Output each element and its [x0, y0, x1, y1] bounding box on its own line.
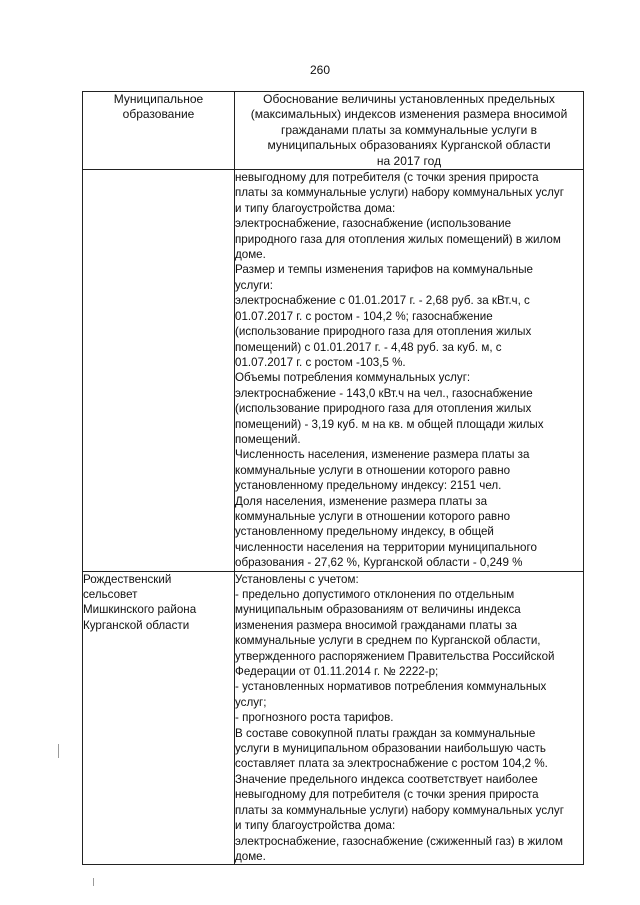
- row2-justification-cell: [235, 571, 584, 865]
- text-line: численности населения на территории муниципального: [235, 540, 537, 554]
- text-line: доме.: [235, 248, 266, 262]
- text-line: невыгодному для потребителя (с точки зрения прироста: [235, 788, 539, 802]
- text-line: Размер и темпы изменения тарифов на коммунальные: [235, 263, 533, 277]
- scan-mark: [93, 878, 94, 886]
- text-line: услуги:: [235, 278, 273, 292]
- page-number: 260: [309, 63, 331, 77]
- row1-municipality-cell: [83, 170, 235, 572]
- text-line: муниципальным образованиям от величины индекса: [235, 603, 521, 617]
- text-line: природного газа для отопления жилых помещений) в жилом: [235, 232, 561, 246]
- text-line: изменения размера вносимой гражданами платы за: [235, 618, 517, 632]
- text-line: услуги в муниципальном образовании наибольшую часть: [235, 742, 546, 756]
- scan-mark: [58, 744, 59, 758]
- header-municipality-label: Муниципальное образование: [113, 92, 204, 122]
- text-line: установленному предельному индексу, в общей: [235, 525, 494, 539]
- text-line: В составе совокупной платы граждан за коммунальные: [235, 726, 536, 740]
- text-line: - установленных нормативов потребления коммунальных: [235, 680, 547, 694]
- text-line: электроснабжение, газоснабжение (сжиженный газ) в жилом: [235, 834, 563, 848]
- text-line: коммунальные услуги в среднем по Курганской области,: [235, 634, 541, 648]
- text-line: услуг;: [235, 695, 267, 709]
- text-line: Численность населения, изменение размера платы за: [235, 448, 530, 462]
- text-line: платы за коммунальные услуги) набору коммунальных услуг: [235, 186, 564, 200]
- header-municipality: [83, 92, 235, 170]
- text-line: Доля населения, изменение размера платы за: [235, 494, 488, 508]
- text-line: - прогнозного роста тарифов.: [235, 711, 394, 725]
- municipality-line: сельсовет: [83, 588, 138, 601]
- text-line: составляет плата за электроснабжение с ростом 104,2 %.: [235, 757, 548, 771]
- text-line: коммунальные услуги в отношении которого равно: [235, 509, 511, 523]
- text-line: доме.: [235, 849, 266, 863]
- text-line: 01.07.2017 г. с ростом - 104,2 %; газоснабжение: [235, 309, 493, 323]
- text-line: помещений) с 01.01.2017 г. - 4,48 руб. за куб. м, с: [235, 340, 502, 354]
- text-line: помещений) - 3,19 куб. м на кв. м общей площади жилых: [235, 417, 544, 431]
- text-line: 01.07.2017 г. с ростом -103,5 %.: [235, 355, 406, 369]
- municipality-line: Рождественский: [83, 572, 172, 586]
- text-line: Значение предельного индекса соответствует наиболее: [235, 772, 538, 786]
- text-line: образования - 27,62 %, Курганской области - 0,249 %: [235, 556, 523, 570]
- text-line: электроснабжение, газоснабжение (использование: [235, 217, 512, 231]
- text-line: утвержденного распоряжением Правительства Российской: [235, 649, 555, 663]
- header-line: муниципальных образованиях Курганской области: [267, 138, 551, 153]
- text-line: и типу благоустройства дома:: [235, 201, 396, 215]
- municipality-line: Курганской области: [83, 618, 190, 632]
- text-line: Объемы потребления коммунальных услуг:: [235, 371, 471, 385]
- header-line: гражданами платы за коммунальные услуги в: [280, 122, 538, 137]
- table-row: [83, 571, 584, 865]
- text-line: и типу благоустройства дома:: [235, 819, 396, 833]
- tariff-justification-table: [82, 91, 584, 865]
- municipality-line: Мишкинского района: [83, 603, 197, 617]
- row2-municipality-cell: [83, 571, 235, 865]
- text-line: помещений.: [235, 432, 301, 446]
- text-line: Установлены с учетом:: [235, 572, 359, 586]
- header-line: (максимальных) индексов изменения размера вносимой: [250, 107, 568, 122]
- table-header-row: [83, 92, 584, 170]
- header-line: Обоснование величины установленных предельных: [263, 92, 555, 106]
- text-line: установленному предельному индексу: 2151 чел.: [235, 479, 502, 493]
- table-row: [83, 170, 584, 572]
- header-line: на 2017 год: [376, 153, 442, 168]
- text-line: (использование природного газа для отопления жилых: [235, 402, 532, 416]
- text-line: платы за коммунальные услуги) набору коммунальных услуг: [235, 803, 564, 817]
- text-line: - предельно допустимого отклонения по отдельным: [235, 588, 515, 601]
- text-line: коммунальные услуги в отношении которого равно: [235, 463, 511, 477]
- text-line: электроснабжение - 143,0 кВт.ч на чел., газоснабжение: [235, 386, 533, 400]
- text-line: электроснабжение с 01.01.2017 г. - 2,68 руб. за кВт.ч, с: [235, 294, 530, 308]
- header-justification: [235, 92, 584, 170]
- row1-justification-cell: [235, 170, 584, 572]
- text-line: (использование природного газа для отопления жилых: [235, 325, 532, 339]
- text-line: Федерации от 01.11.2014 г. № 2222-р;: [235, 665, 439, 679]
- text-line: невыгодному для потребителя (с точки зрения прироста: [235, 171, 539, 185]
